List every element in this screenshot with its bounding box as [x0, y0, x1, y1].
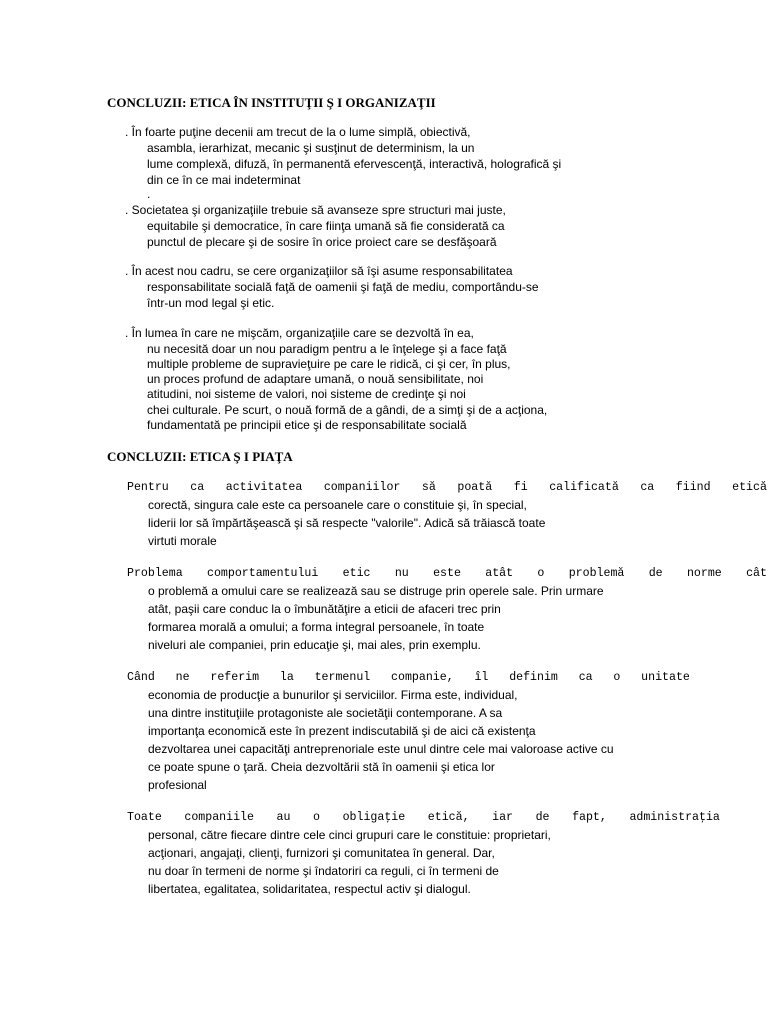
text-line: personal, către fiecare dintre cele cinci grupuri care le constituie: proprietari, [148, 828, 551, 842]
text-line: corectă, singura cale este ca persoanele care o constituie şi, în special, [148, 498, 527, 512]
justified-first-line [127, 567, 767, 581]
text-line: atitudini, noi sisteme de valori, noi sisteme de credinţe şi noi [147, 387, 466, 401]
text-line: ce poate spune o ţară. Cheia dezvoltării stă în oamenii şi etica lor [148, 760, 495, 774]
text-line: lume complexă, difuză, în permanentă efervescenţă, interactivă, holografică şi [147, 157, 562, 171]
word: calificată [549, 481, 619, 494]
text-line: libertatea, egalitatea, solidaritatea, respectul activ şi dialogul. [148, 882, 471, 896]
word: obligaţie [342, 811, 406, 824]
word: companie, [391, 671, 454, 684]
text-line: . În acest nou cadru, se cere organizaţiilor să îşi asume responsabilitatea [125, 264, 513, 278]
text-line: . [147, 187, 151, 201]
word: ca [190, 481, 205, 494]
word: atât [485, 567, 514, 580]
word: iar [492, 811, 513, 824]
justified-first-line [127, 481, 767, 495]
justified-first-line [127, 671, 690, 685]
word: administraţia [629, 811, 720, 824]
word: Când [127, 671, 155, 684]
text-line: asambla, ierarhizat, mecanic şi susţinut de determinism, la un [147, 141, 475, 155]
word: nu [394, 567, 409, 580]
text-line: liderii lor să împărtăşească şi să respecte "valorile". Adică să trăiască toate [148, 516, 546, 530]
word: cât [746, 567, 767, 580]
text-line: nu doar în termeni de norme şi îndatoriri ca reguli, ci în termeni de [148, 864, 499, 878]
word: ca [578, 671, 593, 684]
word: ne [175, 671, 190, 684]
word: definim [509, 671, 558, 684]
word: la [279, 671, 294, 684]
word: termenul [314, 671, 371, 684]
word: au [276, 811, 291, 824]
word: o [313, 811, 320, 824]
word: fapt, [572, 811, 607, 824]
word: unitate [641, 671, 690, 684]
text-line: responsabilitate socială faţă de oamenii şi faţă de mediu, comportându-se [147, 280, 539, 294]
text-line: niveluri ale companiei, prin educaţie şi, mai ales, prin exemplu. [148, 638, 481, 652]
text-line: profesional [148, 778, 207, 792]
text-line: importanţa economică este în prezent indiscutabilă şi de aici că existenţa [148, 724, 536, 738]
text-line: multiple probleme de supravieţuire pe care le ridică, ci şi cer, în plus, [147, 357, 511, 371]
text-line: fundamentată pe principii etice şi de responsabilitate socială [147, 418, 467, 432]
word: etic [342, 567, 371, 580]
word: îl [474, 671, 489, 684]
word: să [421, 481, 436, 494]
text-line: acţionari, angajaţi, clienţi, furnizori şi comunitatea în general. Dar, [148, 846, 495, 860]
text-line: virtuti morale [148, 534, 217, 548]
text-line: nu necesită doar un nou paradigm pentru a le înţelege şi a face faţă [147, 342, 507, 356]
text-line: într-un mod legal şi etic. [147, 296, 275, 310]
word: de [648, 567, 663, 580]
text-line: chei culturale. Pe scurt, o nouă formă de a gândi, de a simţi şi de a acţiona, [147, 403, 548, 417]
text-line: economia de producţie a bunurilor şi serviciilor. Firma este, individual, [148, 688, 518, 702]
text-line: . Societatea şi organizaţiile trebuie să avanseze spre structuri mai juste, [125, 203, 506, 217]
text-line: o problemă a omului care se realizează sau se distruge prin operele sale. Prin urmare [148, 584, 604, 598]
text-line: . În lumea în care ne mişcăm, organizaţiile care se dezvoltă în ea, [125, 326, 474, 340]
text-line: . În foarte puţine decenii am trecut de la o lume simplă, obiectivă, [125, 125, 471, 139]
word: problemă [568, 567, 625, 580]
section-title-ethics-institutions: CONCLUZII: ETICA ÎN INSTITUŢII Ş I ORGANIZAŢII [107, 95, 436, 110]
word: comportamentului [207, 567, 319, 580]
text-line: atât, paşii care conduc la o îmbunătăţire a eticii de afaceri trec prin [148, 602, 501, 616]
word: norme [686, 567, 722, 580]
text-line: un proces profund de adaptare umană, o nouă sensibilitate, noi [147, 372, 484, 386]
word: Toate [127, 811, 162, 824]
word: Problema [127, 567, 183, 580]
text-line: formarea morală a omului; a forma integral persoanele, în toate [148, 620, 485, 634]
word: este [433, 567, 461, 580]
word: fi [513, 481, 528, 494]
text-line: dezvoltarea unei capacităţi antreprenoriale este unul dintre cele mai valoroase active cu [148, 742, 614, 756]
word: de [535, 811, 550, 824]
text-line: una dintre instituţiile protagoniste ale societăţii contemporane. A sa [148, 706, 503, 720]
word: Pentru [127, 481, 169, 494]
word: companiile [184, 811, 254, 824]
text-line: equitabile şi democratice, în care fiinţa umană să fie considerată ca [147, 219, 505, 233]
word: o [613, 671, 621, 684]
word: companiilor [323, 481, 401, 494]
word: activitatea [225, 481, 303, 494]
word: etică [732, 481, 767, 494]
word: fiind [675, 481, 711, 494]
word: o [537, 567, 545, 580]
text-line: din ce în ce mai indeterminat [147, 173, 301, 187]
section-title-ethics-market: CONCLUZII: ETICA Ş I PIAŢA [107, 449, 293, 464]
word: etică, [427, 811, 470, 824]
word: ca [640, 481, 655, 494]
word: poată [457, 481, 493, 494]
justified-first-line [127, 811, 720, 825]
word: referim [210, 671, 260, 684]
text-line: punctul de plecare şi de sosire în orice proiect care se desfăşoară [147, 235, 497, 249]
